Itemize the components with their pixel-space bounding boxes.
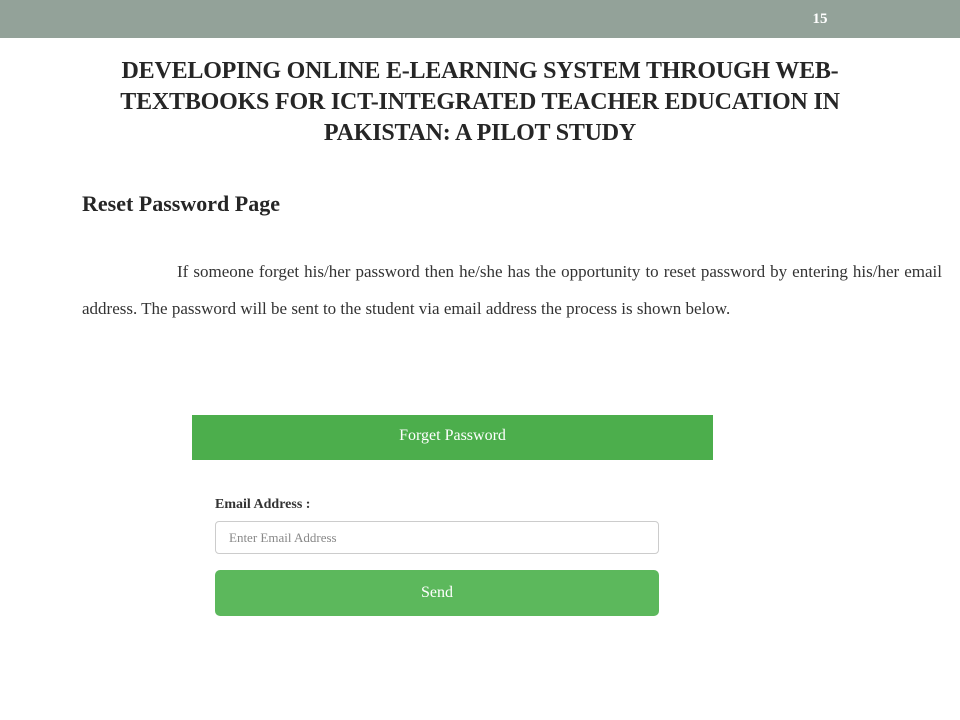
slide-title: DEVELOPING ONLINE E-LEARNING SYSTEM THROUGH WEB-TEXTBOOKS FOR ICT-INTEGRATED TEACHER EDUCATION IN PAKISTAN: A PILOT STUDY bbox=[120, 58, 840, 146]
section-heading: Reset Password Page bbox=[82, 191, 280, 216]
page-number: 15 bbox=[812, 11, 828, 27]
send-button[interactable]: Send bbox=[215, 570, 659, 616]
body-paragraph: If someone forget his/her password then he/she has the opportunity to reset password by entering his/her email address. The password will be sent to the student via email address the process is shown below. bbox=[82, 262, 942, 318]
forget-password-title: Forget Password bbox=[399, 427, 506, 444]
email-address-input[interactable] bbox=[215, 521, 659, 554]
email-address-label: Email Address : bbox=[215, 497, 311, 512]
forget-password-header bbox=[192, 415, 713, 460]
